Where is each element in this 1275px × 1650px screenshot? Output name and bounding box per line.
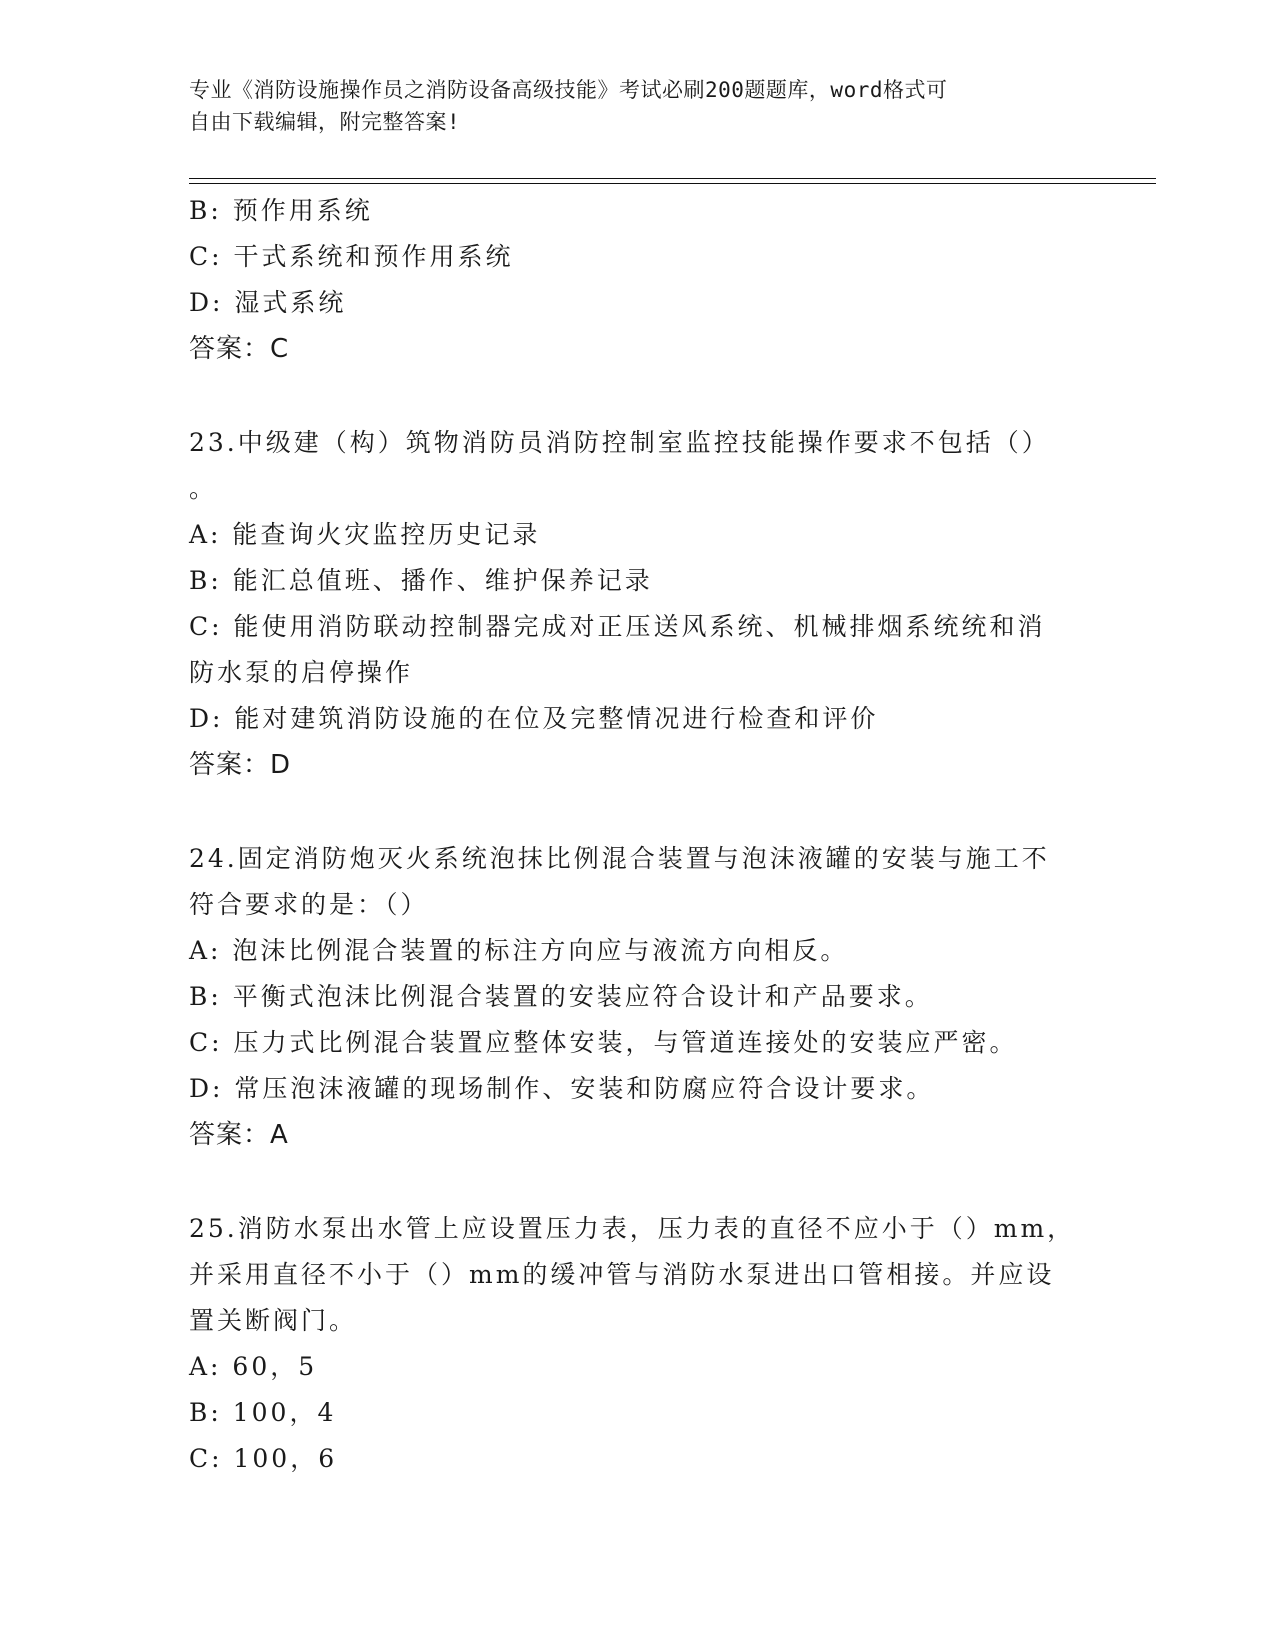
answer-line: 答案：D xyxy=(189,750,292,780)
header-line-2: 自由下载编辑，附完整答案! xyxy=(189,110,461,134)
question-title-line: 24.固定消防炮灭火系统泡抹比例混合装置与泡沫液罐的安装与施工不 xyxy=(189,844,1050,873)
option-d: D: 常压泡沫液罐的现场制作、安装和防腐应符合设计要求。 xyxy=(189,1074,935,1103)
option-d: D: 能对建筑消防设施的在位及完整情况进行检查和评价 xyxy=(189,704,879,733)
option-a: A: 泡沫比例混合装置的标注方向应与液流方向相反。 xyxy=(189,936,849,965)
option-c: C: 100，6 xyxy=(189,1444,338,1473)
option-b: B: 100，4 xyxy=(189,1398,337,1427)
option-b: B: 能汇总值班、播作、维护保养记录 xyxy=(189,566,653,595)
option-c: C: 干式系统和预作用系统 xyxy=(189,242,514,271)
answer-line: 答案：C xyxy=(189,334,290,364)
option-b: B: 平衡式泡沫比例混合装置的安装应符合设计和产品要求。 xyxy=(189,982,933,1011)
option-a: A: 能查询火灾监控历史记录 xyxy=(189,520,541,549)
question-title-line: 符合要求的是：（） xyxy=(189,890,429,919)
header-line-1: 专业《消防设施操作员之消防设备高级技能》考试必刷200题题库，word格式可 xyxy=(189,78,948,102)
option-c-continued: 防水泵的启停操作 xyxy=(189,658,414,687)
spacer xyxy=(189,788,1089,836)
question-title-line: 25.消防水泵出水管上应设置压力表，压力表的直径不应小于（）mm， xyxy=(189,1214,1076,1243)
question-25 xyxy=(189,1206,1089,1482)
document-header xyxy=(189,74,1069,138)
prev-question-block xyxy=(189,188,1089,372)
question-title-line: 23.中级建（构）筑物消防员消防控制室监控技能操作要求不包括（） xyxy=(189,428,1050,457)
question-title-line: 。 xyxy=(189,474,218,503)
option-c: C: 压力式比例混合装置应整体安装，与管道连接处的安装应严密。 xyxy=(189,1028,1018,1057)
option-c: C: 能使用消防联动控制器完成对正压送风系统、机械排烟系统统和消 xyxy=(189,612,1046,641)
option-b: B: 预作用系统 xyxy=(189,196,373,225)
question-title-line: 置关断阀门。 xyxy=(189,1306,358,1335)
option-d: D: 湿式系统 xyxy=(189,288,347,317)
answer-line: 答案：A xyxy=(189,1120,289,1150)
header-rule-bottom xyxy=(189,183,1156,184)
question-title-line: 并采用直径不小于（）mm的缓冲管与消防水泵进出口管相接。并应设 xyxy=(189,1260,1055,1289)
spacer xyxy=(189,372,1089,420)
question-23 xyxy=(189,420,1089,788)
question-content xyxy=(189,188,1089,1482)
option-a: A: 60，5 xyxy=(189,1352,318,1381)
question-24 xyxy=(189,836,1089,1158)
header-rule-top xyxy=(189,178,1156,179)
spacer xyxy=(189,1158,1089,1206)
